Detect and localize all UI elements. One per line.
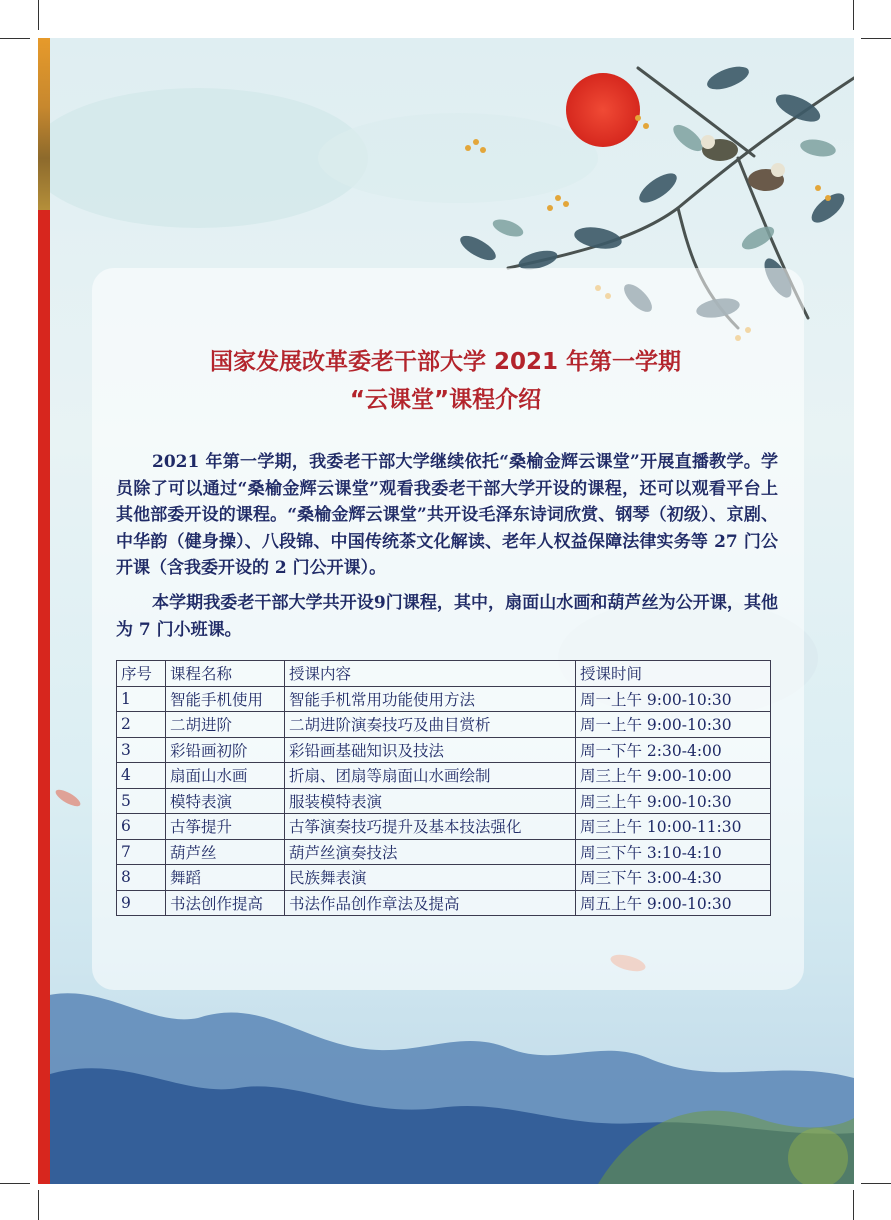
table-header-row	[117, 661, 771, 687]
red-sun	[566, 73, 640, 147]
title-line-2: “云课堂”课程介绍	[349, 387, 542, 413]
table-row	[117, 890, 771, 916]
cell-course: 葫芦丝	[166, 839, 285, 865]
cell-index: 9	[117, 890, 166, 916]
table-row	[117, 788, 771, 814]
cell-time: 周三下午 3:10-4:10	[576, 839, 771, 865]
cell-index: 8	[117, 865, 166, 891]
table-row	[117, 839, 771, 865]
cell-time: 周三上午 9:00-10:00	[576, 763, 771, 789]
crop-mark	[38, 0, 39, 30]
cell-index: 4	[117, 763, 166, 789]
cell-course: 舞蹈	[166, 865, 285, 891]
course-table	[116, 660, 771, 916]
table-row	[117, 763, 771, 789]
table-row	[117, 712, 771, 738]
cell-time: 周一上午 9:00-10:30	[576, 686, 771, 712]
table-row	[117, 814, 771, 840]
cell-index: 5	[117, 788, 166, 814]
cell-time: 周三上午 9:00-10:30	[576, 788, 771, 814]
cell-content: 折扇、团扇等扇面山水画绘制	[285, 763, 576, 789]
cell-index: 1	[117, 686, 166, 712]
crop-mark	[0, 1183, 30, 1184]
cell-time: 周三上午 10:00-11:30	[576, 814, 771, 840]
header-cell: 序号	[117, 661, 166, 687]
header-cell: 授课时间	[576, 661, 771, 687]
intro-paragraph	[116, 449, 778, 582]
summary-paragraph	[116, 590, 778, 643]
table-row	[117, 737, 771, 763]
cell-time: 周一下午 2:30-4:00	[576, 737, 771, 763]
cell-index: 7	[117, 839, 166, 865]
crop-mark	[861, 1183, 891, 1184]
cell-content: 民族舞表演	[285, 865, 576, 891]
cell-course: 二胡进阶	[166, 712, 285, 738]
cell-course: 书法创作提高	[166, 890, 285, 916]
intro-text: 2021 年第一学期，我委老干部大学继续依托“桑榆金辉云课堂”开展直播教学。学员除了可以通过“桑榆金辉云课堂”观看我委老干部大学开设的课程，还可以观看平台上其他部委开设的课程。“桑榆金辉云课堂”共开设毛泽东诗词欣赏、钢琴（初级）、京剧、中华韵（健身操）、八段锦、中国传统茶文化解读、老年人权益保障法律实务等 27 门公开课（含我委开设的 2 门公开课）。	[116, 452, 778, 578]
crop-mark	[0, 38, 30, 39]
side-bar-top	[38, 38, 50, 210]
cell-course: 扇面山水画	[166, 763, 285, 789]
cell-content: 葫芦丝演奏技法	[285, 839, 576, 865]
table-row	[117, 865, 771, 891]
cell-index: 6	[117, 814, 166, 840]
cell-time: 周一上午 9:00-10:30	[576, 712, 771, 738]
cell-time: 周五上午 9:00-10:30	[576, 890, 771, 916]
cell-course: 彩铅画初阶	[166, 737, 285, 763]
cell-content: 古筝演奏技巧提升及基本技法强化	[285, 814, 576, 840]
header-cell: 课程名称	[166, 661, 285, 687]
crop-mark	[38, 1190, 39, 1220]
cell-content: 服装模特表演	[285, 788, 576, 814]
cell-index: 3	[117, 737, 166, 763]
crop-mark	[853, 1190, 854, 1220]
cell-content: 二胡进阶演奏技巧及曲目赏析	[285, 712, 576, 738]
cell-index: 2	[117, 712, 166, 738]
cell-content: 彩铅画基础知识及技法	[285, 737, 576, 763]
summary-text: 本学期我委老干部大学共开设9门课程，其中，扇面山水画和葫芦丝为公开课，其他为 7 门小班课。	[116, 593, 778, 640]
cell-time: 周三下午 3:00-4:30	[576, 865, 771, 891]
crop-mark	[853, 0, 854, 30]
cell-content: 智能手机常用功能使用方法	[285, 686, 576, 712]
cell-course: 智能手机使用	[166, 686, 285, 712]
cell-course: 古筝提升	[166, 814, 285, 840]
cell-course: 模特表演	[166, 788, 285, 814]
crop-mark	[861, 38, 891, 39]
title-line-1: 国家发展改革委老干部大学 2021 年第一学期	[209, 349, 682, 375]
cell-content: 书法作品创作章法及提高	[285, 890, 576, 916]
birds	[701, 135, 785, 191]
table-row	[117, 686, 771, 712]
header-cell: 授课内容	[285, 661, 576, 687]
